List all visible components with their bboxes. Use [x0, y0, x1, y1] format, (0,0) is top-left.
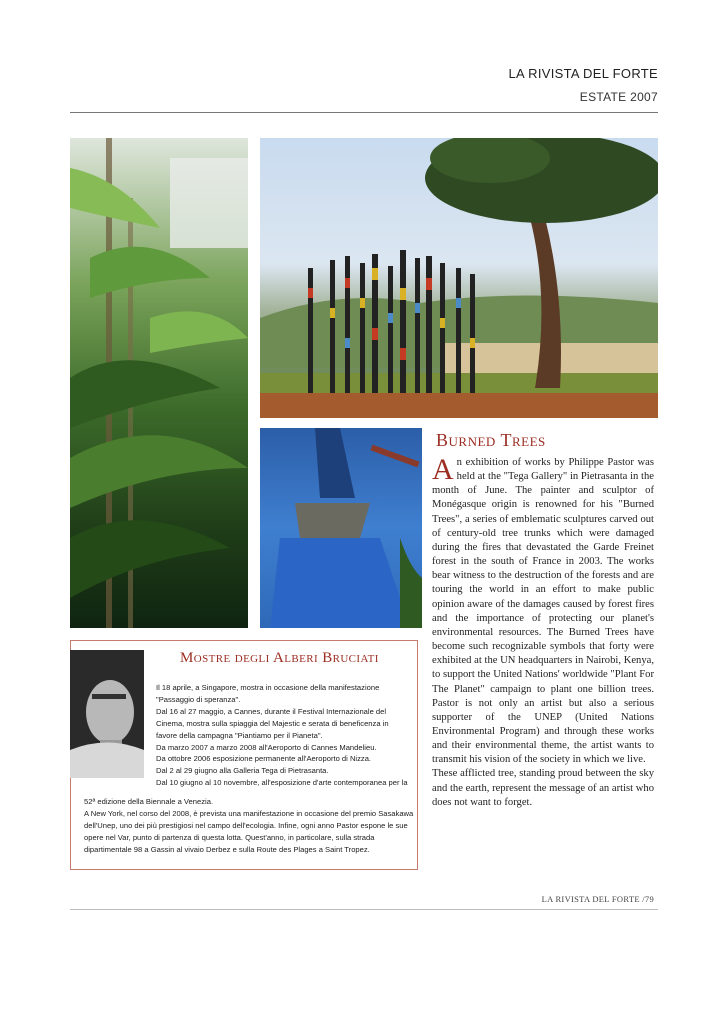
exhibition-item: Il 18 aprile, a Singapore, mostra in occasione della manifestazione "Passaggio di speranza".: [156, 683, 380, 704]
exhibition-continuation: 52ª edizione della Biennale a Venezia.: [84, 797, 214, 806]
exhibitions-list: [156, 682, 410, 789]
dropcap: A: [432, 453, 454, 486]
header-divider: [70, 112, 658, 113]
plant-photo: [70, 138, 248, 628]
article-paragraph-closing: These afflicted tree, standing proud between the sky and the earth, represent the message of an artist who does not want to forget.: [432, 768, 654, 808]
exhibition-closing-text: A New York, nel corso del 2008, è prevista una manifestazione in occasione del premio Sasakawa dell'Unep, uno dei più prestigiosi nel campo dell'ecologia. Infine, ogni anno Pastor espone le sue opere nel Var, punto di partenza di questa lotta. Quest'anno, in particolare, sulla strada dipartimentale 98 a Gassin al vivaio Derbez e sulla Route des Plages a Saint Tropez.: [84, 808, 414, 854]
blue-sculpture-photo: [260, 428, 422, 628]
exhibition-item: Dal 10 giugno al 10 novembre, all'esposizione d'arte contemporanea per la: [156, 778, 408, 788]
exhibitions-heading: Mostre degli Alberi Bruciati: [180, 650, 379, 666]
page-footer-rule: [70, 909, 658, 910]
artist-portrait-photo: [70, 650, 144, 778]
exhibition-item: Dal 2 al 29 giugno alla Galleria Tega di Pietrasanta.: [156, 766, 329, 776]
exhibitions-closing: [84, 796, 414, 856]
magazine-title: LA RIVISTA DEL FORTE: [508, 66, 658, 81]
page-footer: LA RIVISTA DEL FORTE /79: [541, 894, 654, 904]
issue-label: ESTATE 2007: [579, 90, 658, 104]
exhibition-item: Da ottobre 2006 esposizione permanente all'Aeroporto di Nizza.: [156, 754, 372, 764]
burned-trees-article: [432, 453, 654, 810]
exhibition-item: Dal 16 al 27 maggio, a Cannes, durante il Festival Internazionale del Cinema, mostra sulla spiaggia del Majestic e serata di beneficenza in favore della campagna "Piantiamo per il Pianeta".: [156, 706, 389, 740]
burned-trees-heading: Burned Trees: [436, 430, 546, 450]
article-text: n exhibition of works by Philippe Pastor was held at the "Tega Gallery" in Pietrasanta in the month of June. The painter and sculptor of Monégasque origin is renowned for his "Burned Trees", a series of emblematic sculptures carved out of century-old tree trunks which were damaged during the fires that devastated the Garde Freinet forest in the south of France in 2003. The works bear witness to the destruction of the forests and are touring the world in an effort to make public opinion aware of the damages caused by forest fires and the importance of protecting our planet's environmental resources. The Burned Trees have become such recognizable symbols that forty were exhibited at the UN headquarters in Nairobi, Kenya, to support the United Nations' worldwide "Plant For The Planet" campaign to plant one billion trees. Pastor is not only an artist but also a serious supporter of the UNEP (United Nations Environmental Program) and through these works and their environmental theme, the artist wants to transmit his vision of the society in which we live.: [432, 457, 654, 766]
burned-trees-landscape-photo: [260, 138, 658, 418]
article-paragraph: [432, 453, 654, 767]
magazine-page: [70, 138, 658, 910]
exhibition-item: Da marzo 2007 a marzo 2008 all'Aeroporto di Cannes Mandelieu.: [156, 742, 377, 752]
